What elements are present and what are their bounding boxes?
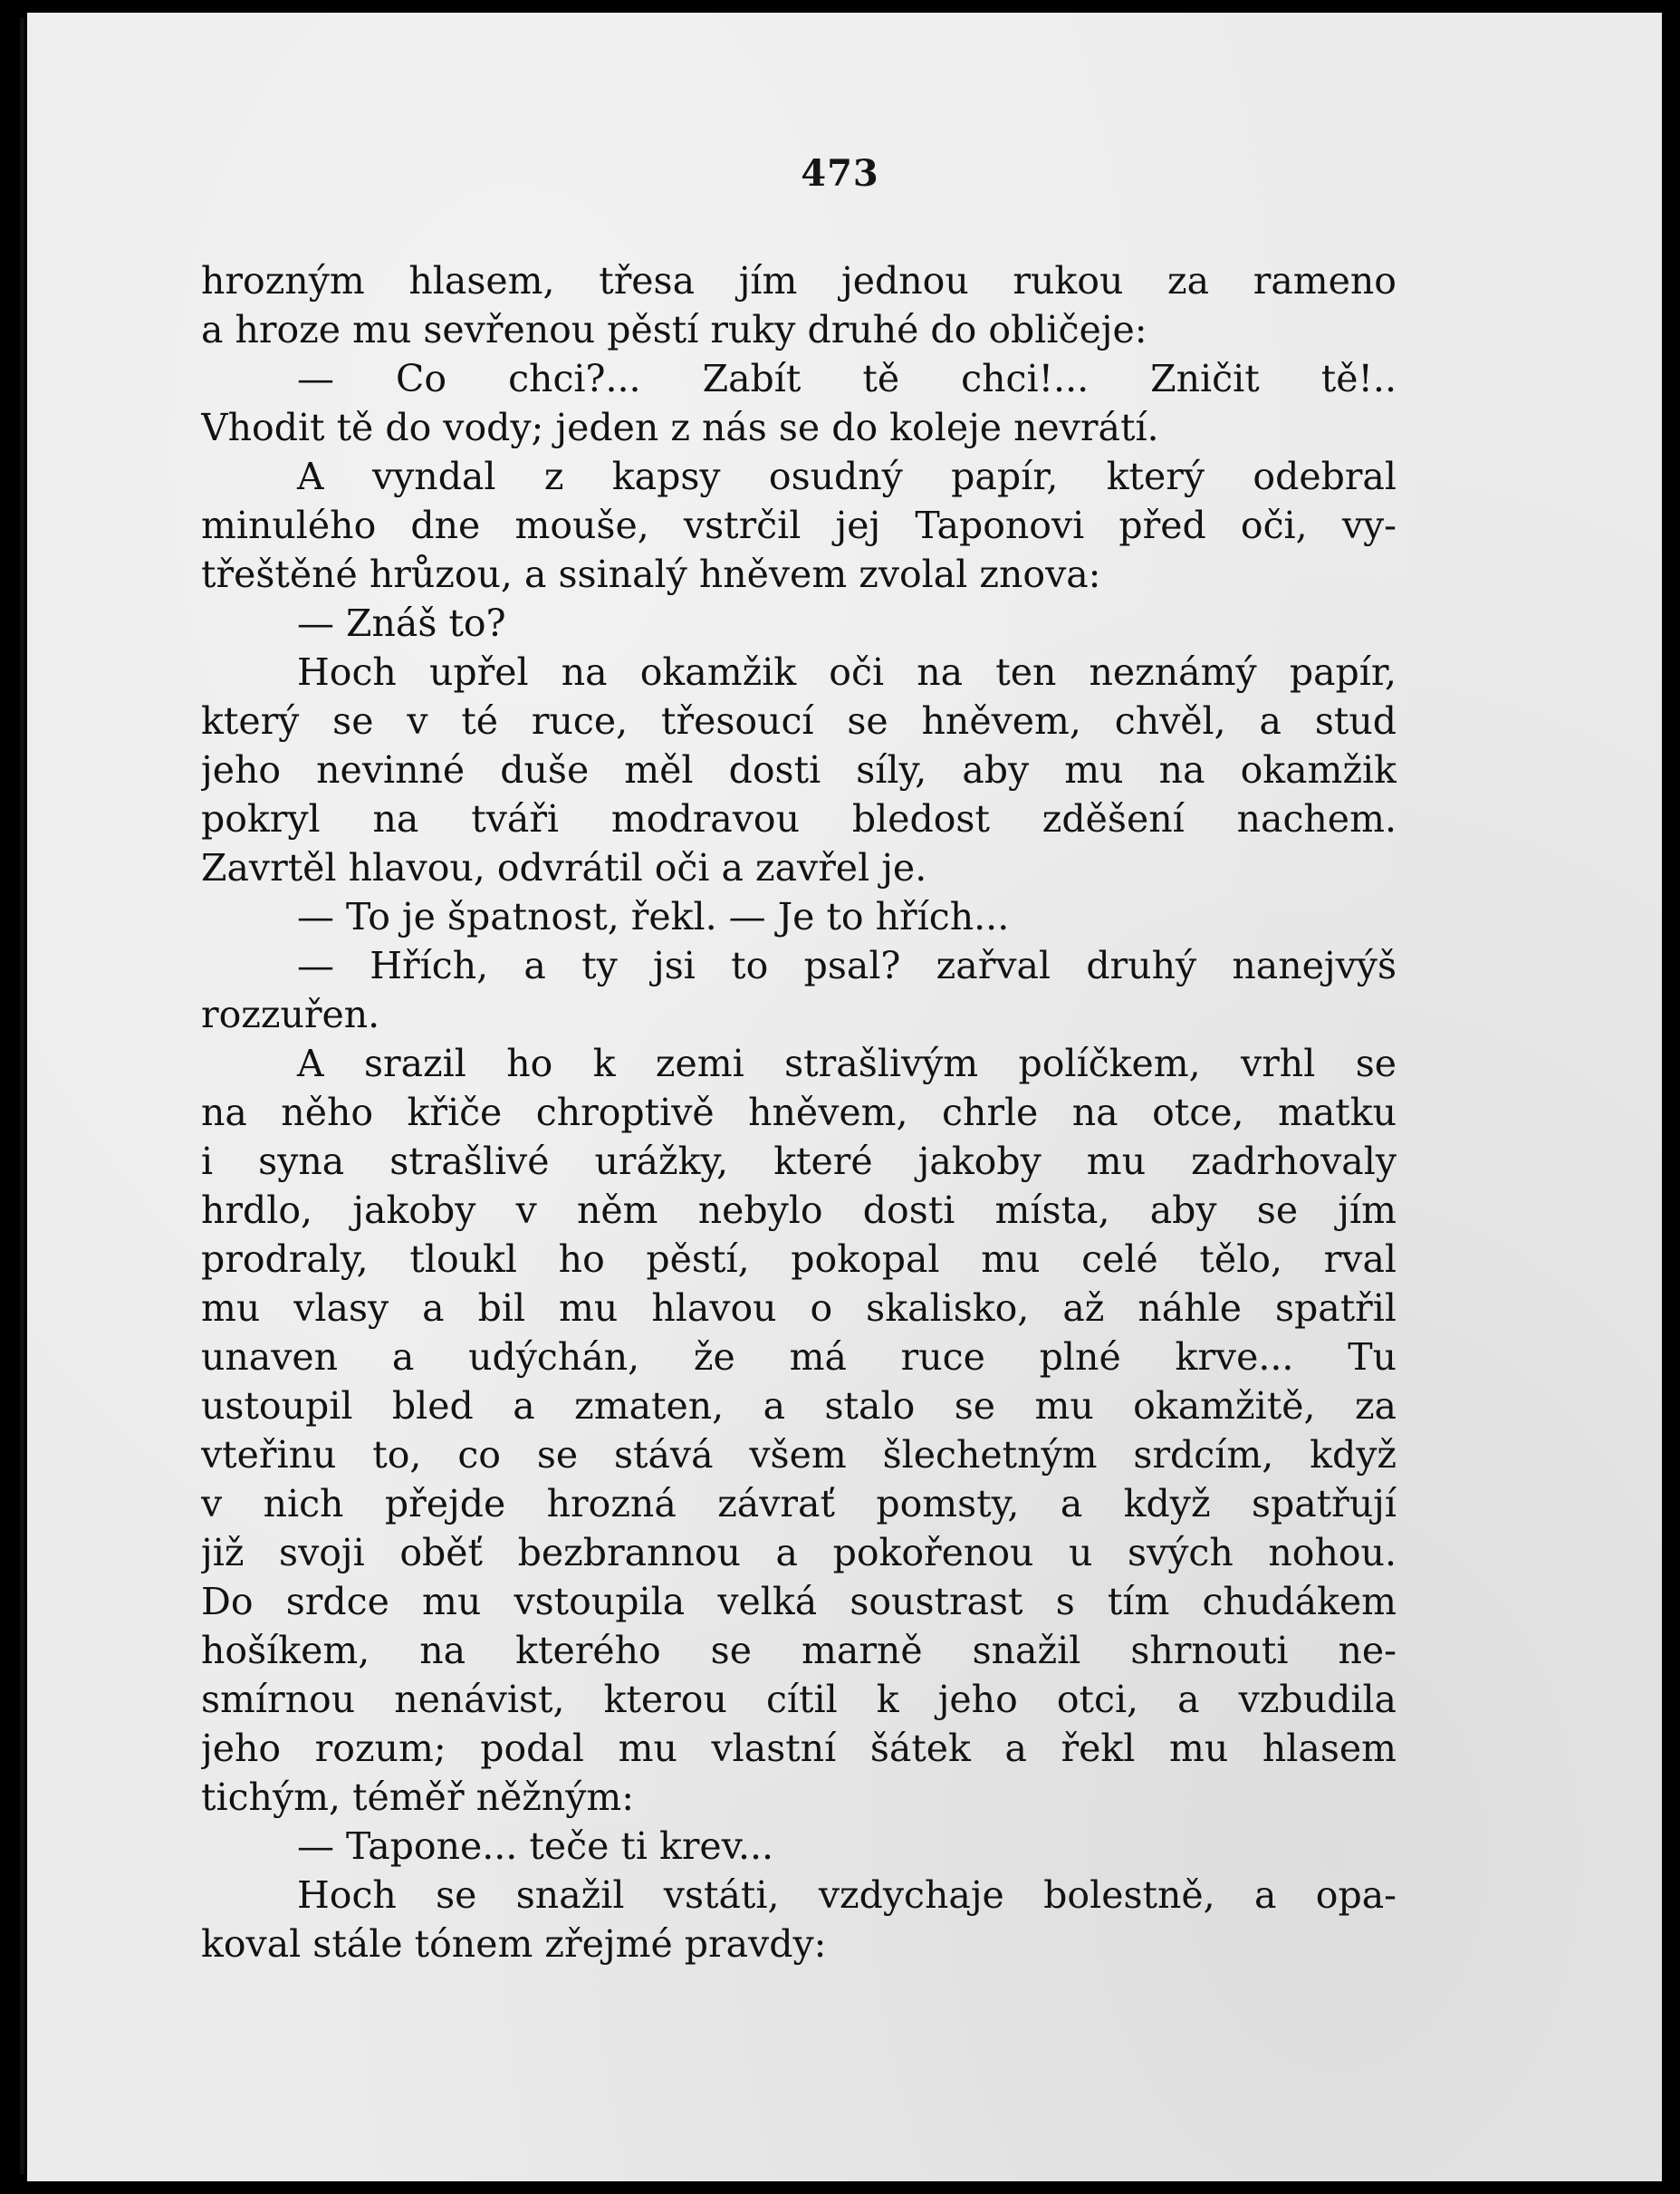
- text-line: — Hřích, a ty jsi to psal? zařval druhý nanejvýš: [297, 944, 1397, 987]
- text-line: A vyndal z kapsy osudný papír, který odebral: [297, 455, 1397, 498]
- text-line: smírnou nenávist, kterou cítil k jeho otci, a vzbudila: [201, 1678, 1397, 1721]
- text-line: hošíkem, na kterého se marně snažil shrnouti ne-: [201, 1629, 1397, 1672]
- text-line: tichým, téměř něžným:: [201, 1775, 635, 1819]
- text-line: vteřinu to, co se stává všem šlechetným srdcím, když: [201, 1433, 1397, 1477]
- text-line: Hoch upřel na okamžik oči na ten neznámý papír,: [297, 650, 1397, 694]
- text-line: pokryl na tváři modravou bledost zděšení nachem.: [201, 797, 1397, 841]
- page-number: 473: [801, 152, 879, 195]
- text-line: prodraly, tloukl ho pěstí, pokopal mu celé tělo, rval: [201, 1237, 1397, 1281]
- text-line: Vhodit tě do vody; jeden z nás se do koleje nevrátí.: [201, 406, 1159, 449]
- text-line: třeštěné hrůzou, a ssinalý hněvem zvolal znova:: [201, 553, 1101, 596]
- text-line: Hoch se snažil vstáti, vzdychaje bolestně, a opa-: [297, 1873, 1397, 1917]
- text-line: — Znáš to?: [297, 601, 506, 645]
- text-line: — Co chci?... Zabít tě chci!... Zničit tě!..: [297, 357, 1397, 400]
- text-line: již svoji oběť bezbrannou a pokořenou u svých nohou.: [201, 1531, 1397, 1574]
- text-line: A srazil ho k zemi strašlivým políčkem, vrhl se: [297, 1042, 1397, 1085]
- text-line: mu vlasy a bil mu hlavou o skalisko, až náhle spatřil: [201, 1286, 1397, 1330]
- text-line: — To je špatnost, řekl. — Je to hřích...: [297, 895, 1010, 938]
- text-line: unaven a udýchán, že má ruce plné krve... Tu: [201, 1335, 1397, 1379]
- text-line: jeho nevinné duše měl dosti síly, aby mu na okamžik: [201, 748, 1397, 792]
- text-line: jeho rozum; podal mu vlastní šátek a řekl mu hlasem: [201, 1727, 1397, 1770]
- text-line: v nich přejde hrozná závrať pomsty, a když spatřují: [201, 1482, 1397, 1525]
- body-text: [201, 256, 1397, 1968]
- text-line: i syna strašlivé urážky, které jakoby mu zadrhovaly: [201, 1140, 1397, 1183]
- left-binding-edge: [20, 18, 24, 2174]
- text-line: minulého dne mouše, vstrčil jej Taponovi před oči, vy-: [201, 504, 1397, 547]
- text-line: na něho křiče chroptivě hněvem, chrle na otce, matku: [201, 1091, 1397, 1134]
- text-line: Zavrtěl hlavou, odvrátil oči a zavřel je.: [201, 846, 927, 890]
- text-line: hrozným hlasem, třesa jím jednou rukou za rameno: [201, 259, 1397, 303]
- text-line: který se v té ruce, třesoucí se hněvem, chvěl, a stud: [201, 699, 1397, 743]
- text-line: rozzuřen.: [201, 993, 380, 1036]
- text-line: koval stále tónem zřejmé pravdy:: [201, 1922, 827, 1966]
- text-line: — Tapone... teče ti krev...: [297, 1824, 774, 1868]
- text-line: a hroze mu sevřenou pěstí ruky druhé do obličeje:: [201, 308, 1147, 351]
- text-line: ustoupil bled a zmaten, a stalo se mu okamžitě, za: [201, 1384, 1397, 1428]
- text-line: Do srdce mu vstoupila velká soustrast s tím chudákem: [201, 1580, 1397, 1623]
- text-line: hrdlo, jakoby v něm nebylo dosti místa, aby se jím: [201, 1188, 1397, 1232]
